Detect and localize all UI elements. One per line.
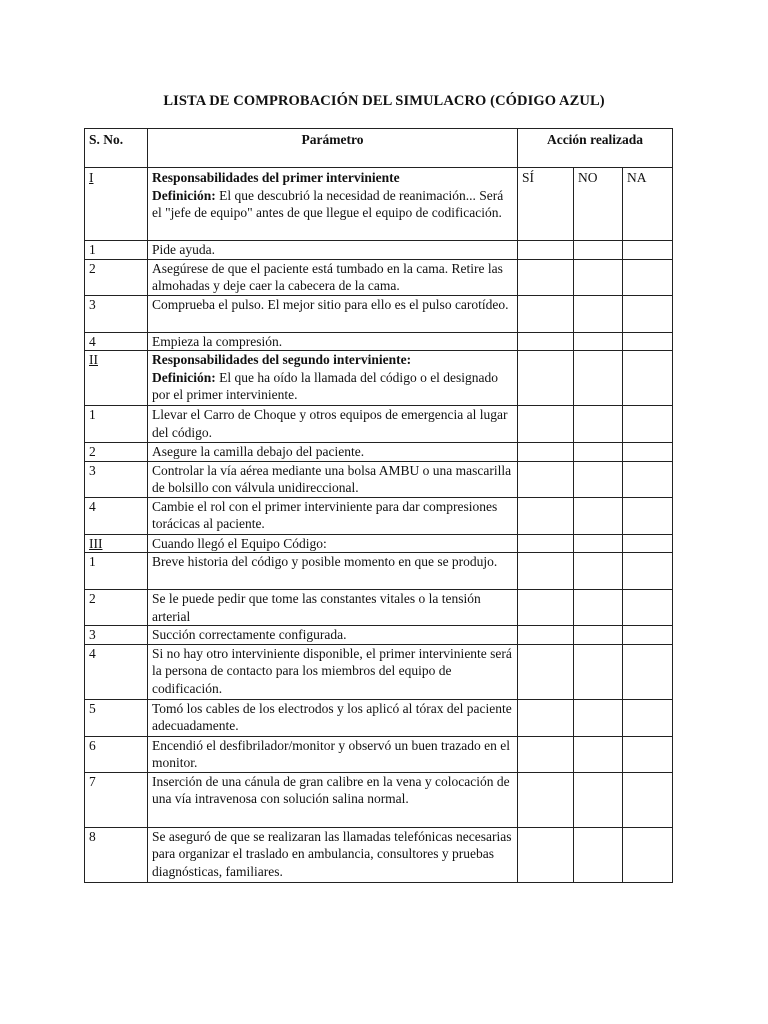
section-heading: Cuando llegó el Equipo Código: — [148, 534, 518, 553]
item-text: Se aseguró de que se realizaran las llamadas telefónicas necesarias para organizar el traslado en ambulancia, consultores y pruebas diagnósticas, familiares. — [148, 827, 518, 882]
definition-text: El que ha oído la llamada del código o el designado por el primer interviniente. — [152, 369, 499, 402]
item-number: 2 — [85, 259, 148, 295]
checkbox-si[interactable] — [518, 626, 574, 645]
table-row — [85, 644, 673, 699]
item-number: 7 — [85, 772, 148, 827]
item-number: 2 — [85, 590, 148, 626]
table-row — [85, 772, 673, 827]
checkbox-si[interactable] — [518, 590, 574, 626]
section-row — [85, 168, 673, 241]
table-row — [85, 443, 673, 462]
section-number: II — [85, 351, 148, 406]
checkbox-na[interactable] — [623, 644, 673, 699]
checkbox-si[interactable] — [518, 736, 574, 772]
checkbox-si[interactable] — [518, 443, 574, 462]
table-row — [85, 626, 673, 645]
item-number: 4 — [85, 644, 148, 699]
checkbox-na[interactable] — [623, 534, 673, 553]
checkbox-na[interactable] — [623, 461, 673, 497]
checkbox-na[interactable] — [623, 443, 673, 462]
checkbox-no[interactable] — [574, 241, 623, 260]
checkbox-na[interactable] — [623, 827, 673, 882]
checkbox-na[interactable] — [623, 332, 673, 351]
checkbox-si[interactable] — [518, 827, 574, 882]
checkbox-no[interactable] — [574, 827, 623, 882]
section-heading: Responsabilidades del segundo interviniente: — [152, 352, 412, 367]
item-number: 1 — [85, 241, 148, 260]
item-number: 3 — [85, 626, 148, 645]
page-title: LISTA DE COMPROBACIÓN DEL SIMULACRO (CÓDIGO AZUL) — [163, 93, 605, 109]
checkbox-no[interactable] — [574, 644, 623, 699]
item-number: 1 — [85, 553, 148, 590]
checkbox-si[interactable] — [518, 351, 574, 406]
checkbox-na[interactable] — [623, 590, 673, 626]
checkbox-no[interactable] — [574, 699, 623, 736]
item-number: 6 — [85, 736, 148, 772]
checkbox-si[interactable] — [518, 772, 574, 827]
definition-text: El que descubrió la necesidad de reanimación... Será el "jefe de equipo" antes de que llegue el equipo de codificación. — [152, 187, 504, 220]
table-row — [85, 295, 673, 332]
item-number: 8 — [85, 827, 148, 882]
checkbox-na[interactable] — [623, 241, 673, 260]
item-text: Asegúrese de que el paciente está tumbado en la cama. Retire las almohadas y deje caer la cabecera de la cama. — [148, 259, 518, 295]
header-sno: S. No. — [85, 129, 148, 168]
item-number: 5 — [85, 699, 148, 736]
table-row — [85, 259, 673, 295]
table-row — [85, 332, 673, 351]
item-text: Se le puede pedir que tome las constantes vitales o la tensión arterial — [148, 590, 518, 626]
item-text: Inserción de una cánula de gran calibre en la vena y colocación de una vía intravenosa con solución salina normal. — [148, 772, 518, 827]
checkbox-no[interactable] — [574, 534, 623, 553]
checkbox-no[interactable] — [574, 590, 623, 626]
option-no-header: NO — [574, 168, 623, 241]
table-header-row — [85, 129, 673, 168]
checkbox-si[interactable] — [518, 461, 574, 497]
checkbox-na[interactable] — [623, 736, 673, 772]
table-row — [85, 699, 673, 736]
definition-label: Definición: — [152, 369, 216, 385]
checkbox-na[interactable] — [623, 351, 673, 406]
item-text: Controlar la vía aérea mediante una bolsa AMBU o una mascarilla de bolsillo con válvula unidireccional. — [148, 461, 518, 497]
item-text: Tomó los cables de los electrodos y los aplicó al tórax del paciente adecuadamente. — [148, 699, 518, 736]
table-row — [85, 827, 673, 882]
option-si-header: SÍ — [518, 168, 574, 241]
section-description — [148, 351, 518, 406]
section-heading: Responsabilidades del primer interviniente — [152, 170, 400, 185]
checkbox-si[interactable] — [518, 332, 574, 351]
checkbox-si[interactable] — [518, 295, 574, 332]
table-row — [85, 736, 673, 772]
checkbox-no[interactable] — [574, 461, 623, 497]
table-row — [85, 241, 673, 260]
checkbox-no[interactable] — [574, 295, 623, 332]
section-row — [85, 534, 673, 553]
table-row — [85, 590, 673, 626]
checkbox-no[interactable] — [574, 351, 623, 406]
header-action-performed: Acción realizada — [518, 129, 673, 168]
checkbox-si[interactable] — [518, 259, 574, 295]
section-description — [148, 168, 518, 241]
checkbox-si[interactable] — [518, 699, 574, 736]
checkbox-no[interactable] — [574, 626, 623, 645]
checkbox-na[interactable] — [623, 772, 673, 827]
item-text: Comprueba el pulso. El mejor sitio para ello es el pulso carotídeo. — [148, 295, 518, 332]
table-row — [85, 461, 673, 497]
checklist-table — [84, 128, 673, 883]
table-row — [85, 553, 673, 590]
checkbox-no[interactable] — [574, 259, 623, 295]
item-text: Asegure la camilla debajo del paciente. — [148, 443, 518, 462]
checkbox-na[interactable] — [623, 626, 673, 645]
item-number: 3 — [85, 461, 148, 497]
checkbox-si[interactable] — [518, 553, 574, 590]
checkbox-na[interactable] — [623, 699, 673, 736]
checkbox-si[interactable] — [518, 406, 574, 443]
header-parameter: Parámetro — [148, 129, 518, 168]
item-text: Si no hay otro interviniente disponible, el primer interviniente será la persona de contacto para los miembros del equipo de codificación. — [148, 644, 518, 699]
item-number: 4 — [85, 332, 148, 351]
item-text: Cambie el rol con el primer interviniente para dar compresiones torácicas al paciente. — [148, 497, 518, 534]
section-number: III — [85, 534, 148, 553]
checkbox-si[interactable] — [518, 644, 574, 699]
checkbox-no[interactable] — [574, 736, 623, 772]
table-row — [85, 497, 673, 534]
checkbox-no[interactable] — [574, 553, 623, 590]
checkbox-no[interactable] — [574, 497, 623, 534]
checkbox-si[interactable] — [518, 534, 574, 553]
checkbox-no[interactable] — [574, 443, 623, 462]
checkbox-no[interactable] — [574, 406, 623, 443]
checkbox-na[interactable] — [623, 406, 673, 443]
checkbox-no[interactable] — [574, 772, 623, 827]
item-number: 3 — [85, 295, 148, 332]
item-number: 1 — [85, 406, 148, 443]
item-text: Encendió el desfibrilador/monitor y observó un buen trazado en el monitor. — [148, 736, 518, 772]
checkbox-si[interactable] — [518, 241, 574, 260]
option-na-header: NA — [623, 168, 673, 241]
checkbox-na[interactable] — [623, 259, 673, 295]
item-text: Succión correctamente configurada. — [148, 626, 518, 645]
table-row — [85, 406, 673, 443]
checkbox-no[interactable] — [574, 332, 623, 351]
checkbox-na[interactable] — [623, 295, 673, 332]
item-number: 2 — [85, 443, 148, 462]
item-text: Breve historia del código y posible momento en que se produjo. — [148, 553, 518, 590]
definition-label: Definición: — [152, 187, 216, 203]
section-row — [85, 351, 673, 406]
item-text: Llevar el Carro de Choque y otros equipos de emergencia al lugar del código. — [148, 406, 518, 443]
item-text: Pide ayuda. — [148, 241, 518, 260]
section-number: I — [85, 168, 148, 241]
checkbox-si[interactable] — [518, 497, 574, 534]
checkbox-na[interactable] — [623, 497, 673, 534]
item-number: 4 — [85, 497, 148, 534]
checkbox-na[interactable] — [623, 553, 673, 590]
item-text: Empieza la compresión. — [148, 332, 518, 351]
